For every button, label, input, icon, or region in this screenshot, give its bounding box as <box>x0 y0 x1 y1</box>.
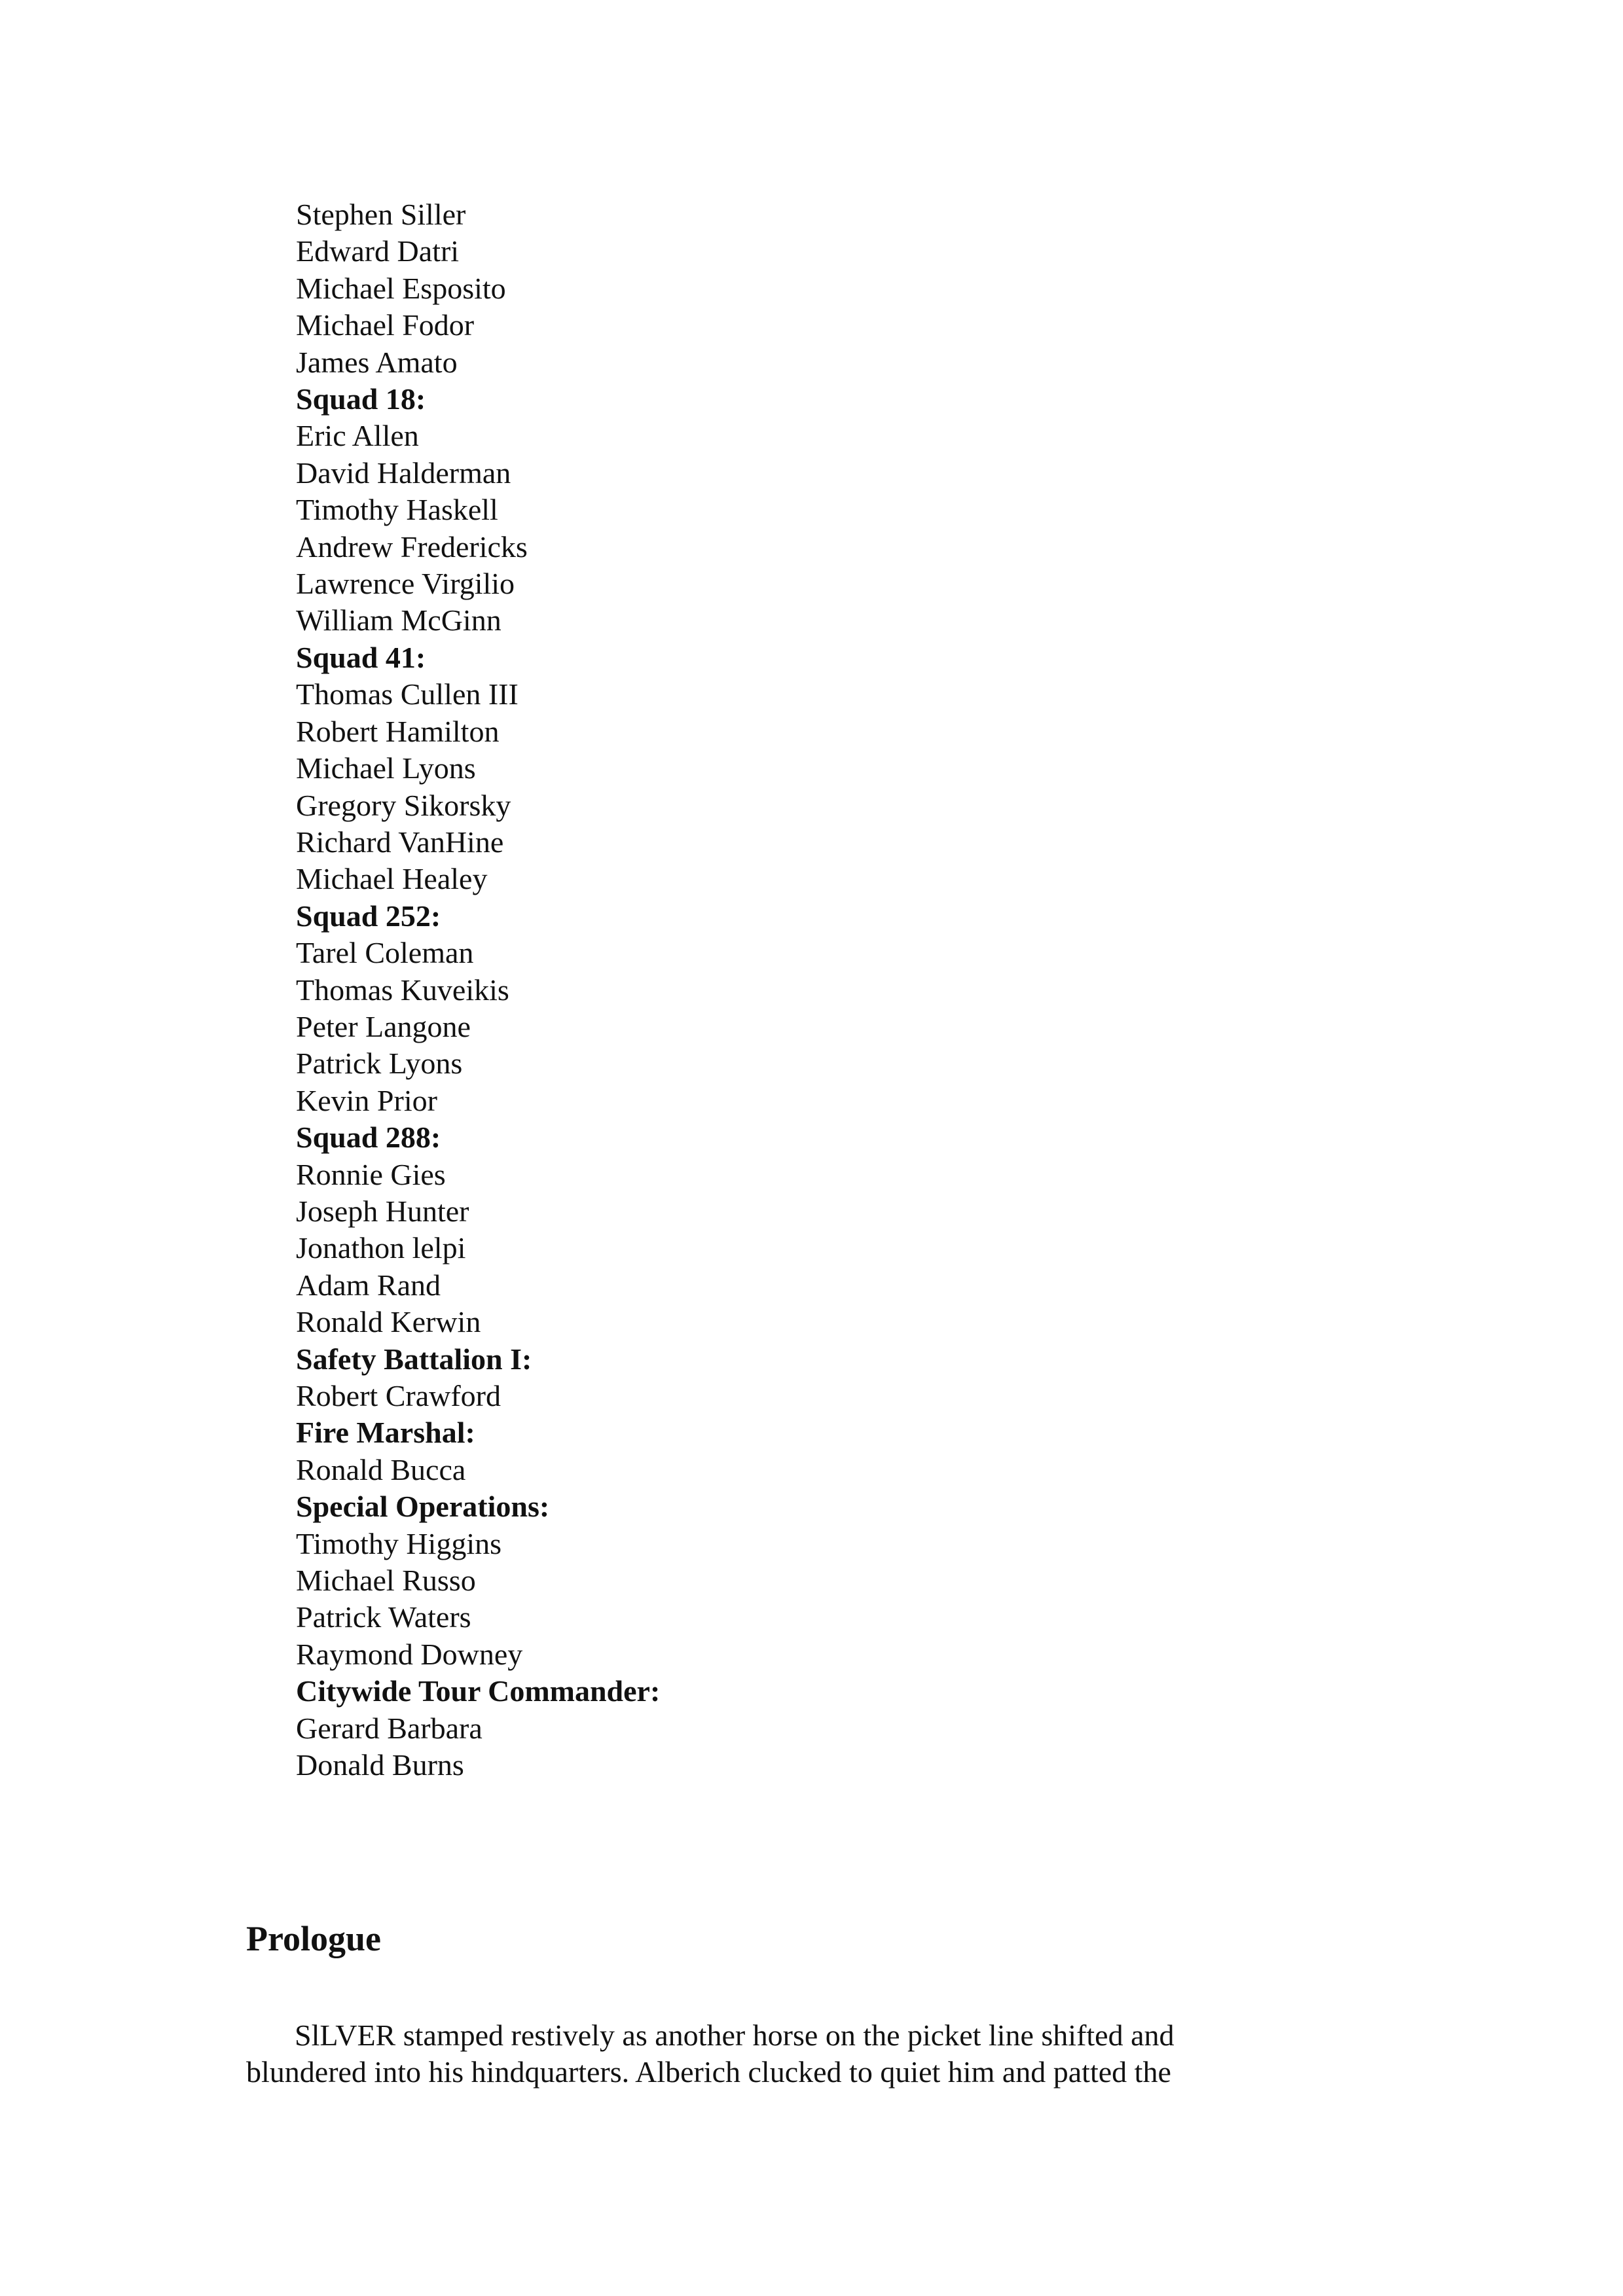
roster-name: Ronald Bucca <box>296 1452 466 1486</box>
roster-heading: Safety Battalion I: <box>296 1342 532 1376</box>
roster-name: Timothy Higgins <box>296 1526 502 1560</box>
prologue-paragraph <box>246 2017 1267 2090</box>
roster-heading: Squad 41: <box>296 640 426 674</box>
chapter-title: Prologue <box>246 1919 381 1958</box>
roster-name: Lawrence Virgilio <box>296 567 515 601</box>
roster-heading: Citywide Tour Commander: <box>296 1674 661 1708</box>
roster-name: Thomas Kuveikis <box>296 973 509 1007</box>
roster-name: Michael Russo <box>296 1564 476 1598</box>
roster-name: Donald Burns <box>296 1748 464 1782</box>
roster-name: Thomas Cullen III <box>296 677 519 711</box>
roster-name: William McGinn <box>296 603 501 637</box>
roster-name: Richard VanHine <box>296 825 504 859</box>
roster-list <box>296 196 660 1784</box>
roster-name: Tarel Coleman <box>296 936 474 970</box>
roster-name: Jonathon lelpi <box>296 1231 466 1265</box>
roster-name: Patrick Lyons <box>296 1047 463 1081</box>
roster-name: Kevin Prior <box>296 1083 437 1117</box>
roster-name: Ronald Kerwin <box>296 1305 481 1339</box>
roster-name: Patrick Waters <box>296 1600 471 1634</box>
roster-heading: Squad 288: <box>296 1121 441 1155</box>
roster-name: Raymond Downey <box>296 1637 523 1671</box>
roster-name: James Amato <box>296 345 458 379</box>
roster-heading: Squad 252: <box>296 899 441 933</box>
roster-name: Edward Datri <box>296 234 460 268</box>
paragraph-line: SlLVER stamped restively as another horse on the picket line shifted and <box>295 2018 1175 2052</box>
roster-name: Eric Allen <box>296 419 419 453</box>
roster-name: Gerard Barbara <box>296 1711 483 1745</box>
roster-name: Adam Rand <box>296 1268 441 1302</box>
roster-name: Joseph Hunter <box>296 1194 469 1228</box>
roster-name: Michael Healey <box>296 862 488 896</box>
roster-name: Michael Lyons <box>296 751 476 785</box>
roster-name: Michael Fodor <box>296 308 475 342</box>
roster-name: Michael Esposito <box>296 271 506 305</box>
roster-heading: Fire Marshal: <box>296 1416 475 1450</box>
roster-name: Timothy Haskell <box>296 493 498 527</box>
roster-name: Peter Langone <box>296 1009 471 1043</box>
paragraph-line: blundered into his hindquarters. Alberich clucked to quiet him and patted the <box>246 2055 1171 2089</box>
roster-name: Robert Hamilton <box>296 714 500 748</box>
roster-name: Gregory Sikorsky <box>296 788 511 822</box>
roster-name: David Halderman <box>296 456 511 490</box>
roster-heading: Squad 18: <box>296 382 426 416</box>
roster-name: Ronnie Gies <box>296 1157 446 1191</box>
roster-name: Robert Crawford <box>296 1379 501 1412</box>
roster-name: Andrew Fredericks <box>296 529 528 564</box>
roster-name: Stephen Siller <box>296 198 466 231</box>
roster-heading: Special Operations: <box>296 1490 550 1524</box>
